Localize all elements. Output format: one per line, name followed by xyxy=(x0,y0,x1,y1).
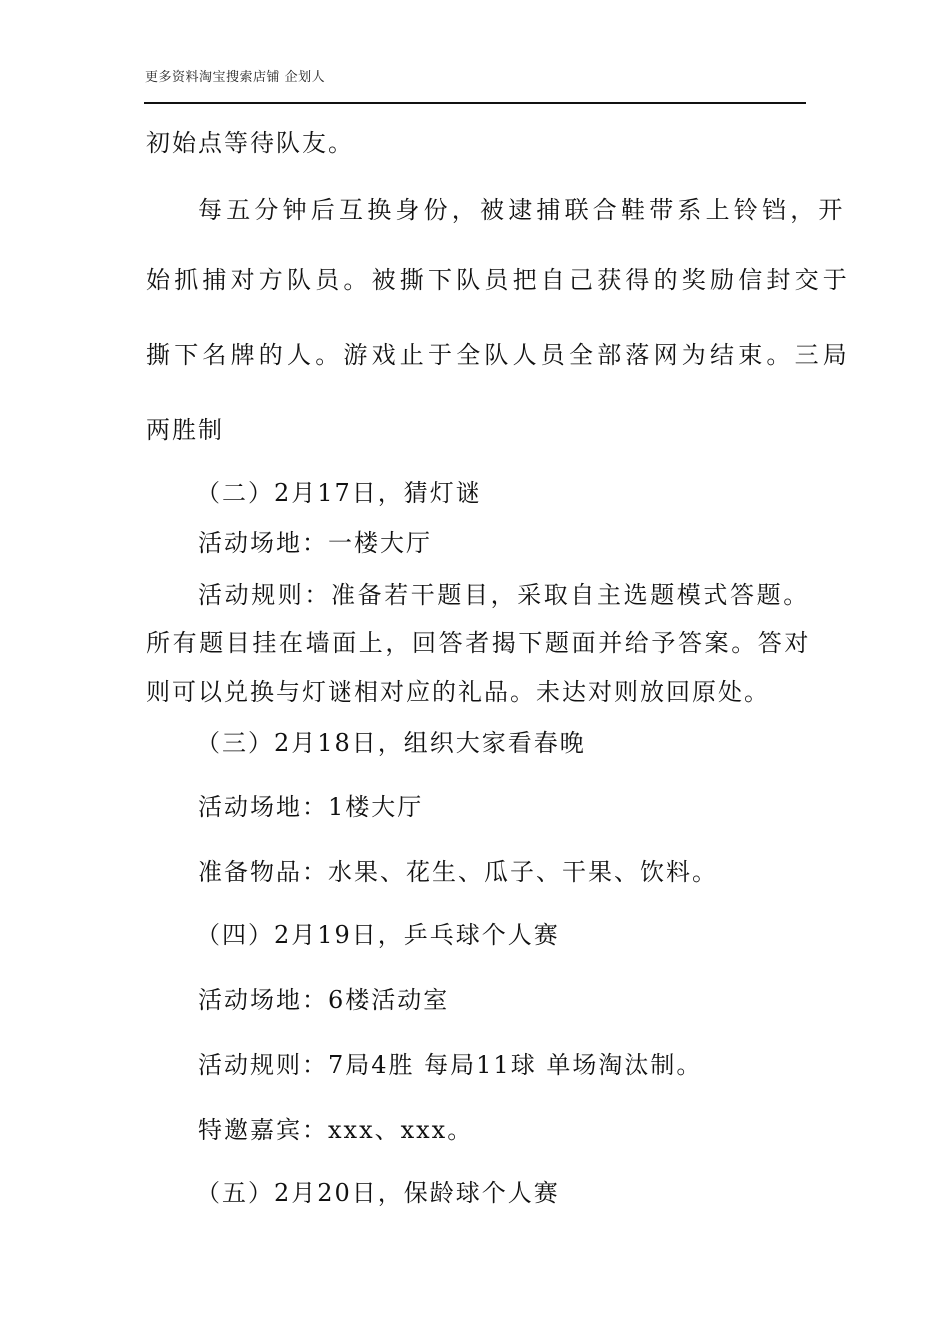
body-line: 活动场地：1楼大厅 xyxy=(198,793,424,821)
body-line: 始抓捕对方队员。被撕下队员把自己获得的奖励信封交于 xyxy=(146,266,851,294)
body-line: 活动场地：6楼活动室 xyxy=(198,986,450,1014)
section-heading: （四）2月19日，乒乓球个人赛 xyxy=(196,921,560,949)
body-line: 初始点等待队友。 xyxy=(146,129,354,157)
body-line: 特邀嘉宾：xxx、xxx。 xyxy=(198,1116,474,1144)
section-heading: （二）2月17日，猜灯谜 xyxy=(196,479,482,507)
body-line: 准备物品：水果、花生、瓜子、干果、饮料。 xyxy=(198,858,718,886)
section-heading: （五）2月20日，保龄球个人赛 xyxy=(196,1179,560,1207)
body-line: 撕下名牌的人。游戏止于全队人员全部落网为结束。三局 xyxy=(146,341,851,369)
header-divider xyxy=(144,102,806,104)
page-header: 更多资料淘宝搜索店铺 企划人 xyxy=(145,70,326,85)
body-line: 活动规则：准备若干题目，采取自主选题模式答题。 xyxy=(198,581,810,609)
body-line: 则可以兑换与灯谜相对应的礼品。未达对则放回原处。 xyxy=(146,678,770,706)
body-line: 所有题目挂在墙面上，回答者揭下题面并给予答案。答对 xyxy=(146,629,811,657)
body-line: 两胜制 xyxy=(146,416,224,444)
body-line: 活动场地：一楼大厅 xyxy=(198,529,432,557)
body-line: 每五分钟后互换身份，被逮捕联合鞋带系上铃铛，开 xyxy=(198,196,847,224)
section-heading: （三）2月18日，组织大家看春晚 xyxy=(196,729,586,757)
body-line: 活动规则：7局4胜 每局11球 单场淘汰制。 xyxy=(198,1051,703,1079)
